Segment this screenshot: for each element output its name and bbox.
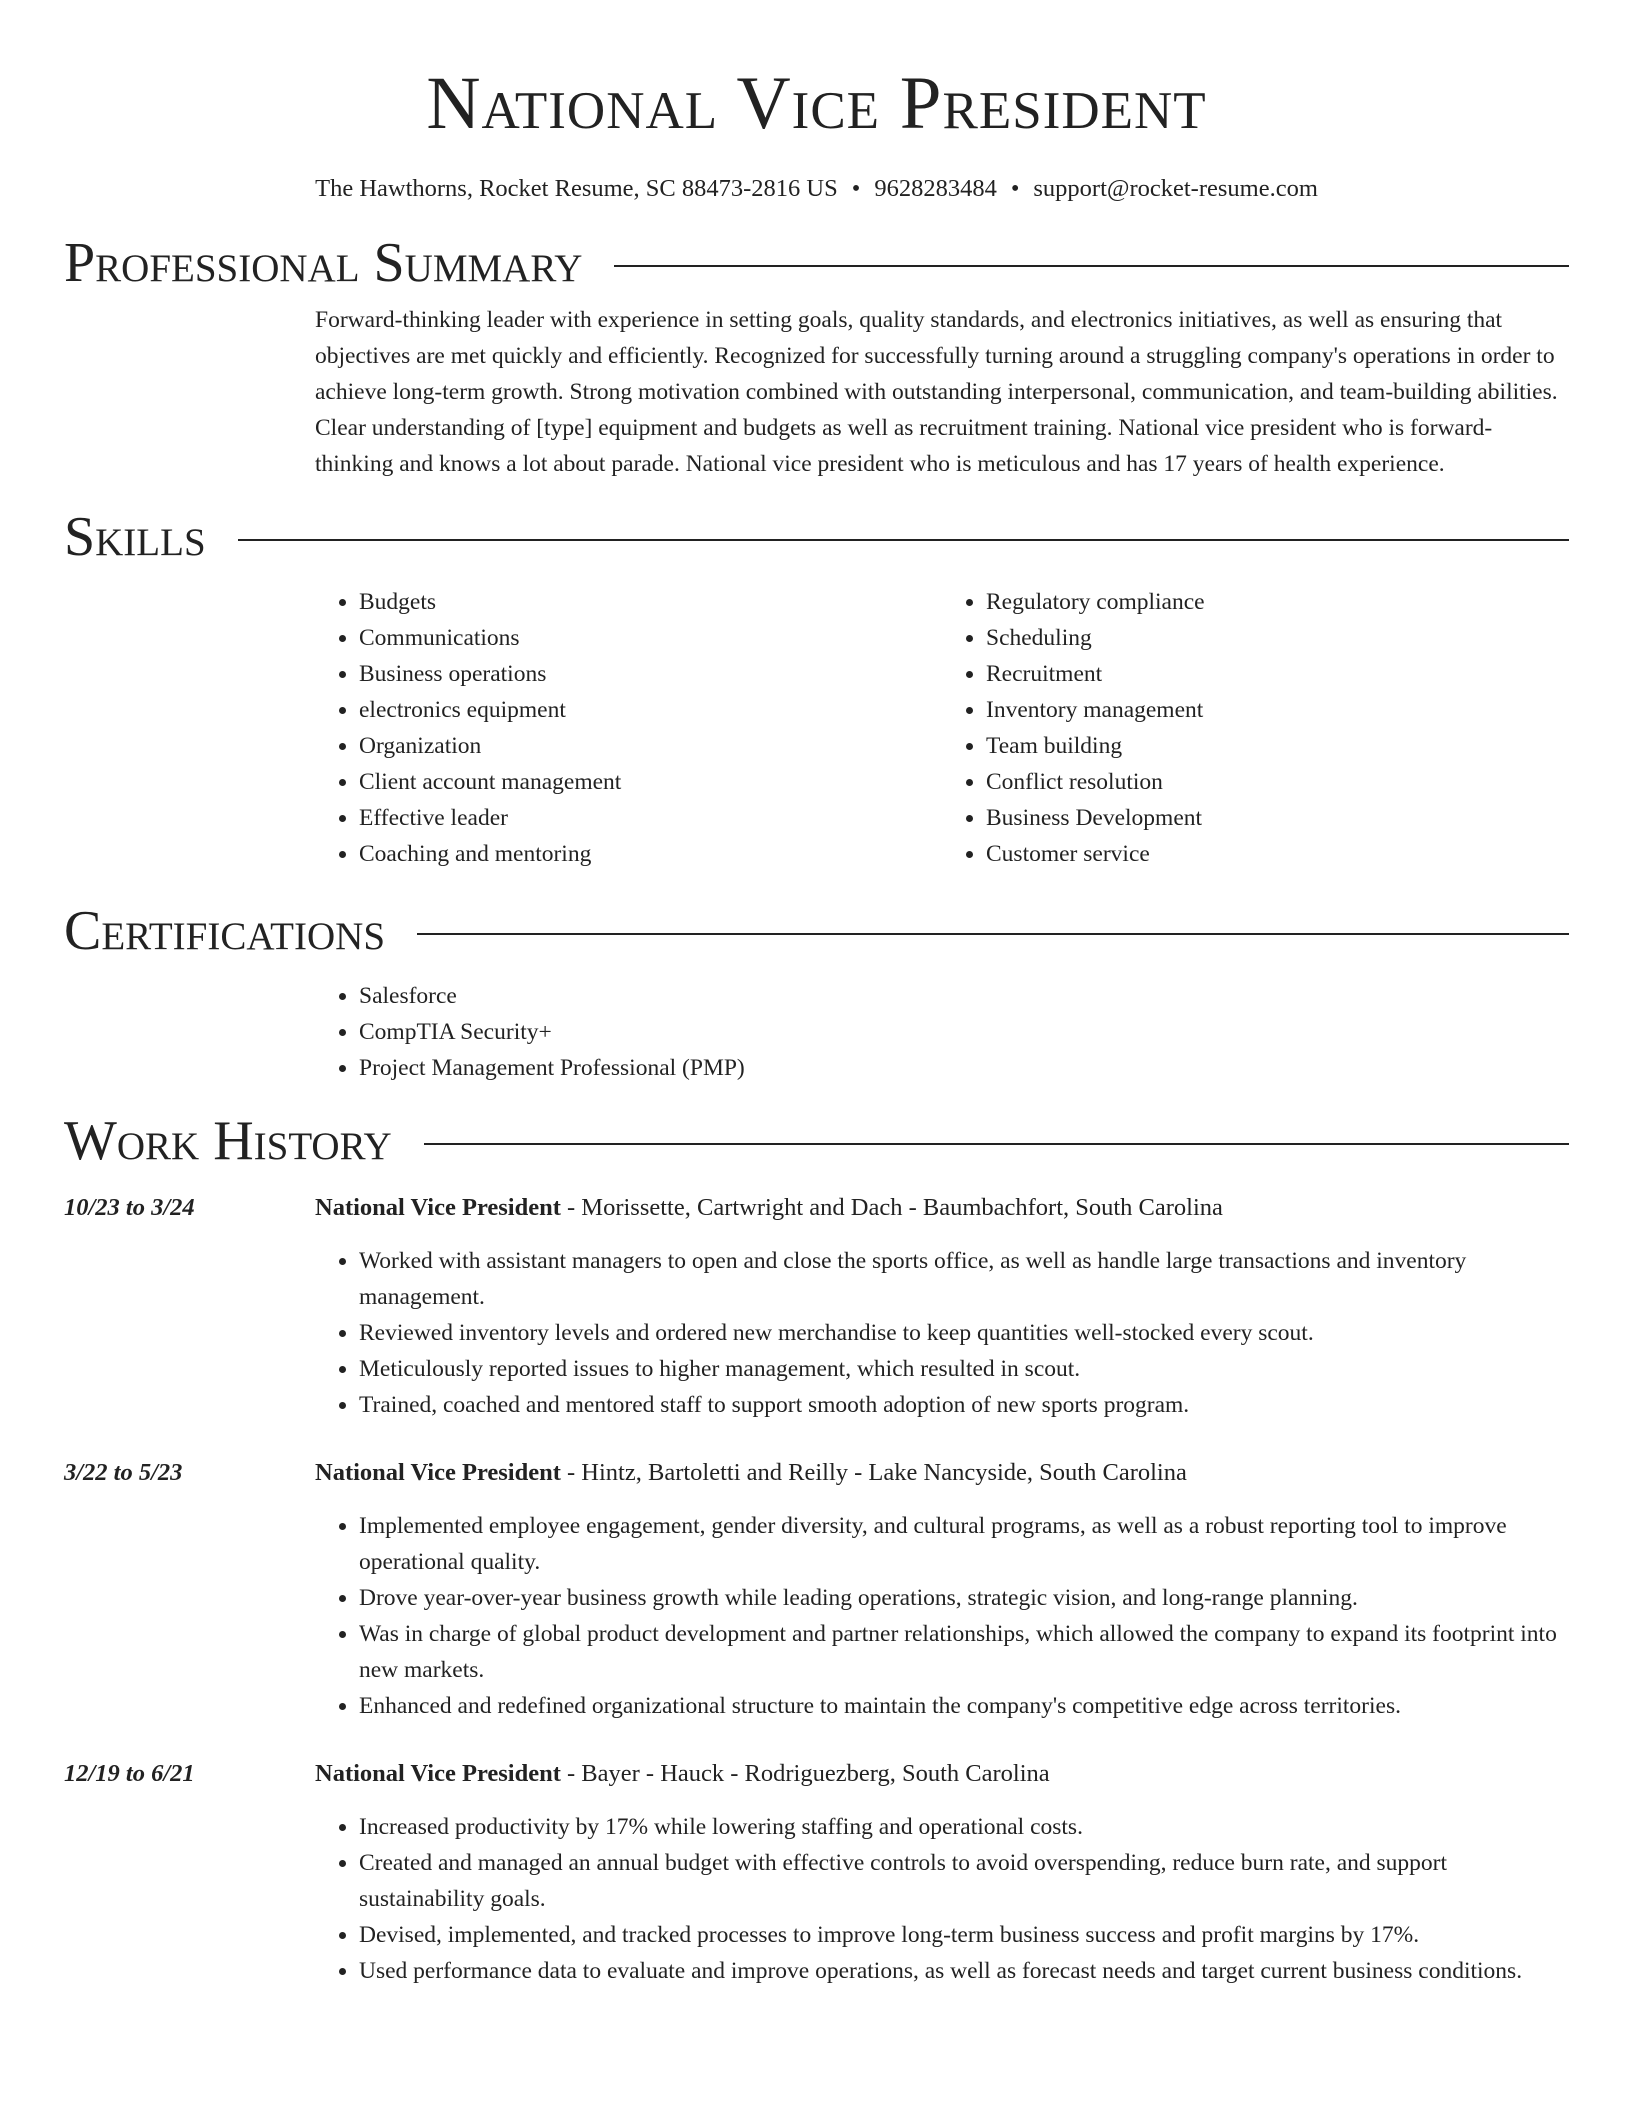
candidate-name: National Vice President bbox=[426, 62, 1207, 145]
list-item: • Implemented employee engagement, gender diversity, and cultural programs, as well as a robust reporting tool to improve operational quality. bbox=[359, 1508, 1569, 1580]
list-item: • Business Development bbox=[986, 800, 1569, 836]
job-employer: - Hintz, Bartoletti and Reilly - Lake Nancyside, South Carolina bbox=[560, 1459, 1187, 1486]
job-bullets bbox=[315, 1508, 1569, 1724]
job-dates: 12/19 to 6/21 bbox=[64, 1760, 195, 1787]
job-bullets bbox=[315, 1809, 1569, 1989]
list-item: • Effective leader bbox=[359, 800, 942, 836]
work-section-title: Work History bbox=[64, 1110, 392, 1172]
section-divider bbox=[424, 1143, 1569, 1145]
resume-page bbox=[64, 0, 1569, 1989]
skills-list-right bbox=[942, 584, 1569, 872]
job-entry bbox=[64, 1190, 1569, 1423]
skills-section-header bbox=[64, 502, 1569, 572]
contact-address: The Hawthorns, Rocket Resume, SC 88473-2816 US bbox=[315, 175, 838, 202]
summary-content bbox=[315, 302, 1569, 482]
job-body bbox=[315, 1756, 1569, 1989]
contact-email: support@rocket-resume.com bbox=[1033, 175, 1318, 202]
list-item: • Trained, coached and mentored staff to support smooth adoption of new sports program. bbox=[359, 1387, 1569, 1423]
job-dates: 10/23 to 3/24 bbox=[64, 1194, 195, 1221]
work-section-header bbox=[64, 1106, 1569, 1176]
list-item: • Salesforce bbox=[359, 978, 1569, 1014]
job-body bbox=[315, 1455, 1569, 1724]
summary-section-title: Professional Summary bbox=[64, 232, 583, 294]
section-divider bbox=[417, 933, 1569, 935]
skills-section-title: Skills bbox=[64, 506, 206, 568]
job-entry bbox=[64, 1455, 1569, 1724]
job-title-line bbox=[315, 1455, 1569, 1491]
section-divider bbox=[238, 539, 1569, 541]
list-item: • Increased productivity by 17% while lowering staffing and operational costs. bbox=[359, 1809, 1569, 1845]
job-dates: 3/22 to 5/23 bbox=[64, 1459, 183, 1486]
list-item: • Customer service bbox=[986, 836, 1569, 872]
list-item: • Conflict resolution bbox=[986, 764, 1569, 800]
contact-separator: • bbox=[851, 175, 861, 202]
list-item: • Worked with assistant managers to open and close the sports office, as well as handle large transactions and inventory management. bbox=[359, 1243, 1569, 1315]
list-item: • Team building bbox=[986, 728, 1569, 764]
work-history-list bbox=[64, 1190, 1569, 1989]
list-item: • Project Management Professional (PMP) bbox=[359, 1050, 1569, 1086]
job-title-line bbox=[315, 1756, 1569, 1792]
contact-separator: • bbox=[1010, 175, 1020, 202]
list-item: • Scheduling bbox=[986, 620, 1569, 656]
list-item: • Was in charge of global product development and partner relationships, which allowed the company to expand its footprint into new markets. bbox=[359, 1616, 1569, 1688]
list-item: • Regulatory compliance bbox=[986, 584, 1569, 620]
list-item: • Meticulously reported issues to higher management, which resulted in scout. bbox=[359, 1351, 1569, 1387]
list-item: • CompTIA Security+ bbox=[359, 1014, 1569, 1050]
contact-phone: 9628283484 bbox=[874, 175, 997, 202]
summary-section-header bbox=[64, 228, 1569, 298]
job-employer: - Bayer - Hauck - Rodriguezberg, South Carolina bbox=[560, 1760, 1050, 1787]
job-bullets bbox=[315, 1243, 1569, 1423]
list-item: • Client account management bbox=[359, 764, 942, 800]
list-item: • Organization bbox=[359, 728, 942, 764]
job-title-line bbox=[315, 1190, 1569, 1226]
section-divider bbox=[614, 265, 1569, 267]
certifications-section-title: Certifications bbox=[64, 900, 386, 962]
job-role: National Vice President bbox=[315, 1459, 561, 1486]
list-item: • Inventory management bbox=[986, 692, 1569, 728]
list-item: • Used performance data to evaluate and improve operations, as well as forecast needs and target current business conditions. bbox=[359, 1953, 1569, 1989]
list-item: • Devised, implemented, and tracked processes to improve long-term business success and profit margins by 17%. bbox=[359, 1917, 1569, 1953]
certifications-content bbox=[315, 978, 1569, 1086]
list-item: • Budgets bbox=[359, 584, 942, 620]
list-item: • Communications bbox=[359, 620, 942, 656]
job-role: National Vice President bbox=[315, 1194, 561, 1221]
list-item: • Enhanced and redefined organizational structure to maintain the company's competitive edge across territories. bbox=[359, 1688, 1569, 1724]
list-item: • Reviewed inventory levels and ordered new merchandise to keep quantities well-stocked every scout. bbox=[359, 1315, 1569, 1351]
skills-columns bbox=[315, 584, 1569, 872]
job-body bbox=[315, 1190, 1569, 1423]
list-item: • Created and managed an annual budget with effective controls to avoid overspending, reduce burn rate, and support sustainability goals. bbox=[359, 1845, 1569, 1917]
list-item: • Drove year-over-year business growth while leading operations, strategic vision, and long-range planning. bbox=[359, 1580, 1569, 1616]
job-employer: - Morissette, Cartwright and Dach - Baumbachfort, South Carolina bbox=[560, 1194, 1223, 1221]
job-role: National Vice President bbox=[315, 1760, 561, 1787]
skills-content bbox=[315, 584, 1569, 872]
list-item: • electronics equipment bbox=[359, 692, 942, 728]
certifications-list bbox=[315, 978, 1569, 1086]
list-item: • Recruitment bbox=[986, 656, 1569, 692]
contact-line bbox=[64, 172, 1569, 206]
certifications-section-header bbox=[64, 896, 1569, 966]
list-item: • Coaching and mentoring bbox=[359, 836, 942, 872]
skills-list-left bbox=[315, 584, 942, 872]
list-item: • Business operations bbox=[359, 656, 942, 692]
summary-text: Forward-thinking leader with experience in setting goals, quality standards, and electronics initiatives, as well as ensuring that objectives are met quickly and efficiently. Recognized for successfully turning around a struggling company's operations in order to achieve long-term growth. Strong motivation combined with outstanding interpersonal, communication, and team-building abilities. Clear understanding of [type] equipment and budgets as well as recruitment training. National vice president who is forward-thinking and knows a lot about parade. National vice president who is meticulous and has 17 years of health experience. bbox=[315, 307, 1558, 477]
job-entry bbox=[64, 1756, 1569, 1989]
